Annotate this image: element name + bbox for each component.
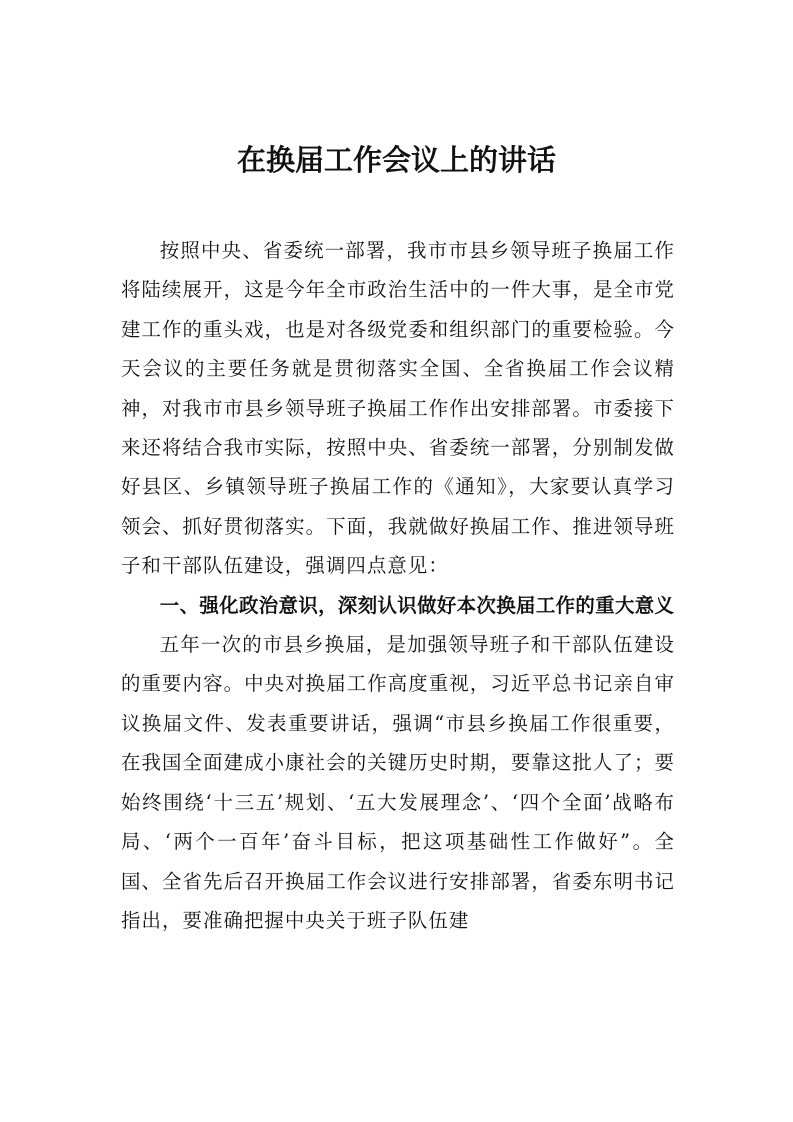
paragraph-intro: 按照中央、省委统一部署，我市市县乡领导班子换届工作将陆续展开，这是今年全市政治生活中的一件大事，是全市党建工作的重头戏，也是对各级党委和组织部门的重要检验。今天会议的主要任务就是贯彻落实全国、全省换届工作会议精神，对我市市县乡领导班子换届工作作出安排部署。市委接下来还将结合我市实际，按照中央、省委统一部署，分别制发做好县区、乡镇领导班子换届工作的《通知》，大家要认真学习领会、抓好贯彻落实。下面，我就做好换届工作、推进领导班子和干部队伍建设，强调四点意见：: [121, 239, 675, 578]
paragraph-section-1: 五年一次的市县乡换届，是加强领导班子和干部队伍建设的重要内容。中央对换届工作高度重视，习近平总书记亲自审议换届文件、发表重要讲话，强调“市县乡换届工作很重要，在我国全面建成小康社会的关键历史时期，要靠这批人了；要始终围绕‘十三五’规划、‘五大发展理念’、‘四个全面’战略布局、‘两个一百年’奋斗目标，把这项基础性工作做好”。全国、全省先后召开换届工作会议进行安排部署，省委东明书记指出，要准确把握中央关于班子队伍建: [121, 633, 675, 932]
document-body: [121, 231, 675, 940]
document-title: 在换届工作会议上的讲话: [236, 143, 556, 177]
section-heading-1: 一、强化政治意识，深刻认识做好本次换届工作的重大意义: [159, 593, 675, 617]
